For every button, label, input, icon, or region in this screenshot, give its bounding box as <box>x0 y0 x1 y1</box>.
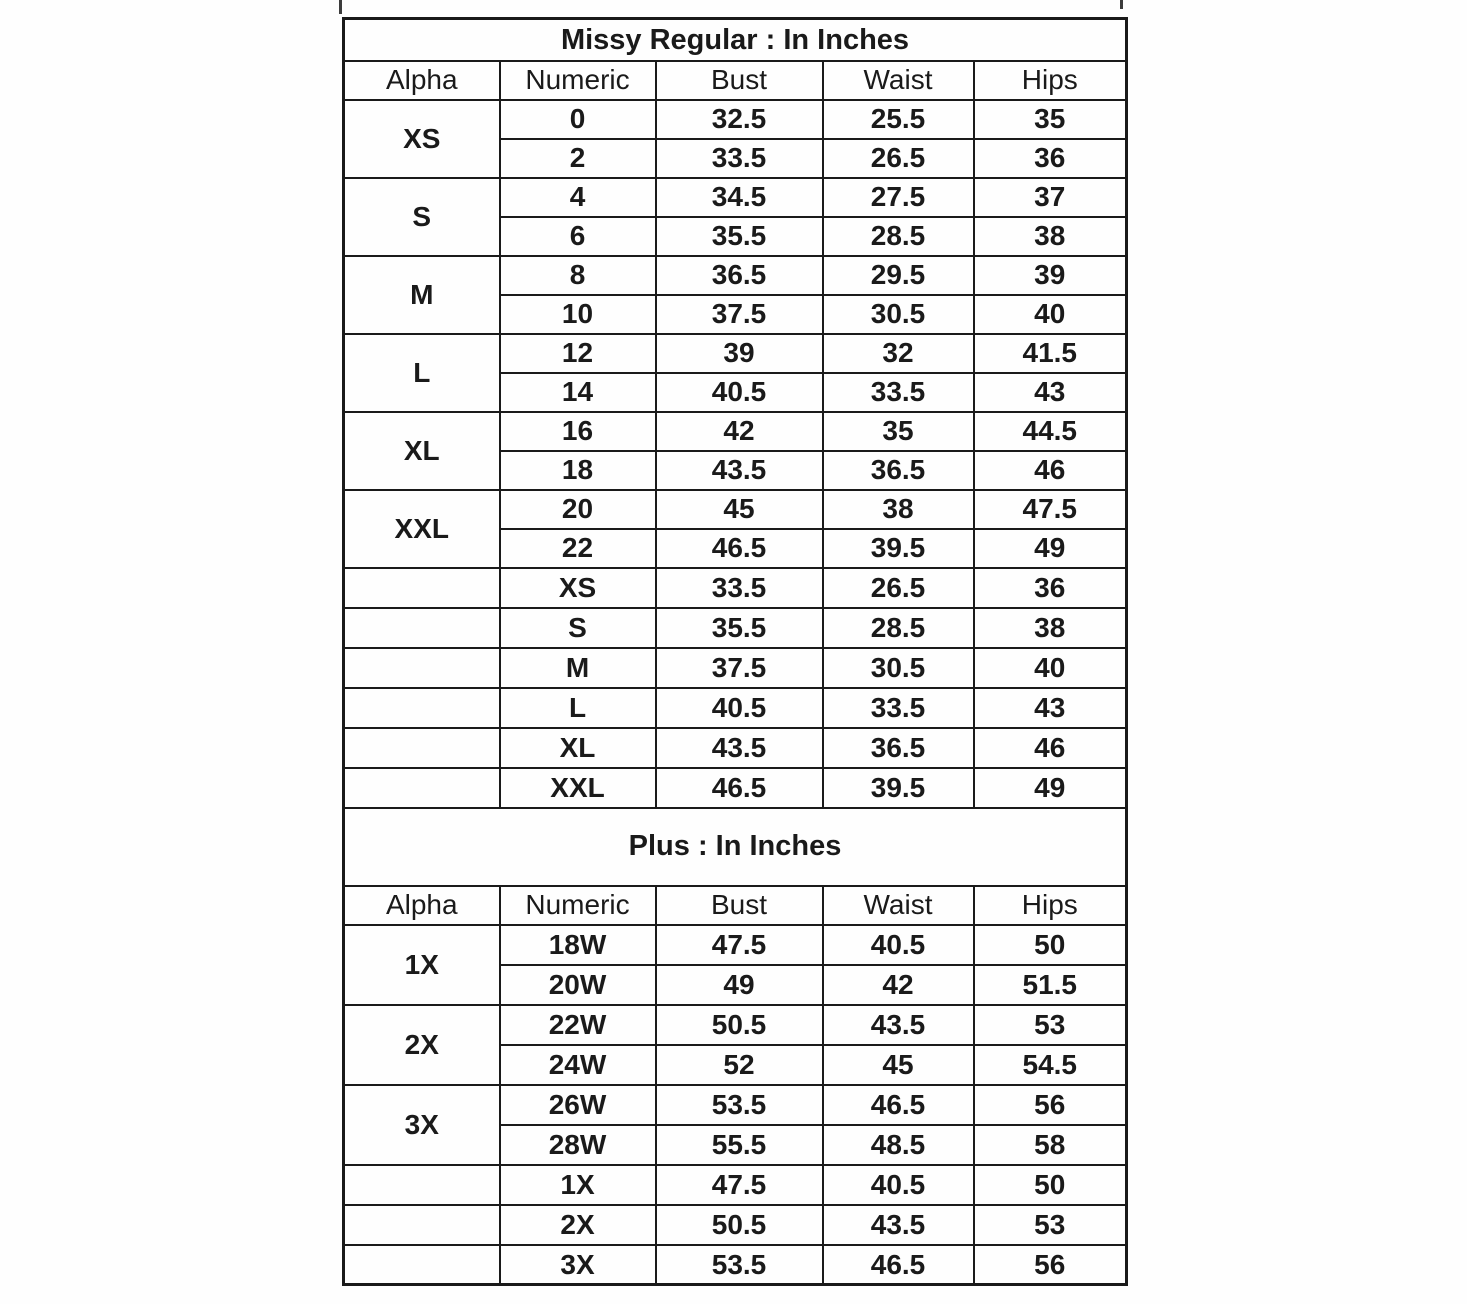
hips-cell: 44.5 <box>974 412 1127 451</box>
numeric-cell: 16 <box>500 412 656 451</box>
table-row <box>344 490 1127 529</box>
table-row <box>344 100 1127 139</box>
bust-cell: 40.5 <box>656 688 823 728</box>
column-header-alpha: Alpha <box>344 61 500 100</box>
table-row <box>344 1085 1127 1125</box>
waist-cell: 45 <box>823 1045 974 1085</box>
alpha-in-numeric-cell: XL <box>500 728 656 768</box>
size-chart-table <box>342 17 1128 1286</box>
table-row <box>344 178 1127 217</box>
alpha-size-cell: 1X <box>344 925 500 1005</box>
hips-cell: 51.5 <box>974 965 1127 1005</box>
waist-cell: 27.5 <box>823 178 974 217</box>
table-row <box>344 256 1127 295</box>
alpha-empty-cell <box>344 648 500 688</box>
table-row <box>344 1205 1127 1245</box>
hips-cell: 38 <box>974 608 1127 648</box>
alpha-size-cell: XS <box>344 100 500 178</box>
bust-cell: 49 <box>656 965 823 1005</box>
hips-cell: 54.5 <box>974 1045 1127 1085</box>
hips-cell: 56 <box>974 1085 1127 1125</box>
bust-cell: 43.5 <box>656 728 823 768</box>
numeric-cell: 18W <box>500 925 656 965</box>
hips-cell: 50 <box>974 925 1127 965</box>
alpha-in-numeric-cell: L <box>500 688 656 728</box>
hips-cell: 49 <box>974 768 1127 808</box>
table-row <box>344 925 1127 965</box>
waist-cell: 28.5 <box>823 217 974 256</box>
table-row <box>344 568 1127 608</box>
column-header-waist: Waist <box>823 886 974 925</box>
waist-cell: 38 <box>823 490 974 529</box>
bust-cell: 53.5 <box>656 1085 823 1125</box>
missy_table-title-row <box>344 19 1127 61</box>
crop-mark-right <box>1120 0 1123 9</box>
alpha-empty-cell <box>344 768 500 808</box>
bust-cell: 35.5 <box>656 217 823 256</box>
hips-cell: 46 <box>974 728 1127 768</box>
alpha-size-cell: M <box>344 256 500 334</box>
numeric-cell: 14 <box>500 373 656 412</box>
waist-cell: 39.5 <box>823 529 974 568</box>
bust-cell: 40.5 <box>656 373 823 412</box>
hips-cell: 58 <box>974 1125 1127 1165</box>
alpha-in-numeric-cell: M <box>500 648 656 688</box>
bust-cell: 47.5 <box>656 1165 823 1205</box>
table-row <box>344 608 1127 648</box>
waist-cell: 28.5 <box>823 608 974 648</box>
waist-cell: 36.5 <box>823 728 974 768</box>
waist-cell: 40.5 <box>823 925 974 965</box>
alpha-in-numeric-cell: XS <box>500 568 656 608</box>
alpha-in-numeric-cell: 2X <box>500 1205 656 1245</box>
hips-cell: 37 <box>974 178 1127 217</box>
waist-cell: 32 <box>823 334 974 373</box>
hips-cell: 47.5 <box>974 490 1127 529</box>
hips-cell: 38 <box>974 217 1127 256</box>
table-row <box>344 688 1127 728</box>
column-header-numeric: Numeric <box>500 886 656 925</box>
alpha-size-cell: S <box>344 178 500 256</box>
numeric-cell: 18 <box>500 451 656 490</box>
alpha-empty-cell <box>344 728 500 768</box>
bust-cell: 42 <box>656 412 823 451</box>
alpha-in-numeric-cell: 1X <box>500 1165 656 1205</box>
crop-mark-left <box>339 0 342 14</box>
waist-cell: 30.5 <box>823 295 974 334</box>
alpha-empty-cell <box>344 568 500 608</box>
alpha-size-cell: 2X <box>344 1005 500 1085</box>
waist-cell: 25.5 <box>823 100 974 139</box>
waist-cell: 26.5 <box>823 568 974 608</box>
numeric-cell: 28W <box>500 1125 656 1165</box>
alpha-size-cell: 3X <box>344 1085 500 1165</box>
alpha-in-numeric-cell: 3X <box>500 1245 656 1285</box>
table-row <box>344 728 1127 768</box>
size-chart-body <box>344 19 1127 1285</box>
numeric-cell: 8 <box>500 256 656 295</box>
alpha-empty-cell <box>344 1245 500 1285</box>
alpha-empty-cell <box>344 1205 500 1245</box>
bust-cell: 37.5 <box>656 648 823 688</box>
alpha-empty-cell <box>344 608 500 648</box>
hips-cell: 56 <box>974 1245 1127 1285</box>
bust-cell: 37.5 <box>656 295 823 334</box>
alpha-in-numeric-cell: XXL <box>500 768 656 808</box>
bust-cell: 45 <box>656 490 823 529</box>
missy_table-header-row <box>344 61 1127 100</box>
numeric-cell: 2 <box>500 139 656 178</box>
waist-cell: 43.5 <box>823 1005 974 1045</box>
hips-cell: 53 <box>974 1005 1127 1045</box>
table-row <box>344 412 1127 451</box>
alpha-in-numeric-cell: S <box>500 608 656 648</box>
waist-cell: 46.5 <box>823 1085 974 1125</box>
hips-cell: 49 <box>974 529 1127 568</box>
waist-cell: 48.5 <box>823 1125 974 1165</box>
bust-cell: 46.5 <box>656 768 823 808</box>
bust-cell: 47.5 <box>656 925 823 965</box>
column-header-alpha: Alpha <box>344 886 500 925</box>
numeric-cell: 0 <box>500 100 656 139</box>
bust-cell: 39 <box>656 334 823 373</box>
missy_table-title: Missy Regular : In Inches <box>344 19 1127 61</box>
numeric-cell: 20W <box>500 965 656 1005</box>
alpha-size-cell: XXL <box>344 490 500 568</box>
hips-cell: 39 <box>974 256 1127 295</box>
plus_table-title: Plus : In Inches <box>344 808 1127 886</box>
numeric-cell: 24W <box>500 1045 656 1085</box>
table-row <box>344 648 1127 688</box>
table-row <box>344 1165 1127 1205</box>
hips-cell: 43 <box>974 688 1127 728</box>
numeric-cell: 10 <box>500 295 656 334</box>
table-row <box>344 768 1127 808</box>
bust-cell: 32.5 <box>656 100 823 139</box>
waist-cell: 35 <box>823 412 974 451</box>
hips-cell: 41.5 <box>974 334 1127 373</box>
hips-cell: 40 <box>974 648 1127 688</box>
waist-cell: 40.5 <box>823 1165 974 1205</box>
waist-cell: 39.5 <box>823 768 974 808</box>
hips-cell: 40 <box>974 295 1127 334</box>
numeric-cell: 22W <box>500 1005 656 1045</box>
waist-cell: 43.5 <box>823 1205 974 1245</box>
waist-cell: 46.5 <box>823 1245 974 1285</box>
alpha-size-cell: XL <box>344 412 500 490</box>
numeric-cell: 12 <box>500 334 656 373</box>
hips-cell: 35 <box>974 100 1127 139</box>
bust-cell: 33.5 <box>656 139 823 178</box>
bust-cell: 53.5 <box>656 1245 823 1285</box>
plus_table-title-row <box>344 808 1127 886</box>
table-row <box>344 1245 1127 1285</box>
bust-cell: 50.5 <box>656 1005 823 1045</box>
bust-cell: 34.5 <box>656 178 823 217</box>
table-row <box>344 1005 1127 1045</box>
bust-cell: 52 <box>656 1045 823 1085</box>
hips-cell: 36 <box>974 568 1127 608</box>
numeric-cell: 20 <box>500 490 656 529</box>
waist-cell: 33.5 <box>823 688 974 728</box>
hips-cell: 50 <box>974 1165 1127 1205</box>
waist-cell: 29.5 <box>823 256 974 295</box>
column-header-bust: Bust <box>656 61 823 100</box>
column-header-waist: Waist <box>823 61 974 100</box>
numeric-cell: 22 <box>500 529 656 568</box>
numeric-cell: 26W <box>500 1085 656 1125</box>
hips-cell: 53 <box>974 1205 1127 1245</box>
bust-cell: 35.5 <box>656 608 823 648</box>
plus_table-header-row <box>344 886 1127 925</box>
alpha-empty-cell <box>344 688 500 728</box>
waist-cell: 42 <box>823 965 974 1005</box>
hips-cell: 46 <box>974 451 1127 490</box>
alpha-size-cell: L <box>344 334 500 412</box>
waist-cell: 36.5 <box>823 451 974 490</box>
column-header-hips: Hips <box>974 886 1127 925</box>
bust-cell: 46.5 <box>656 529 823 568</box>
column-header-bust: Bust <box>656 886 823 925</box>
hips-cell: 43 <box>974 373 1127 412</box>
bust-cell: 33.5 <box>656 568 823 608</box>
hips-cell: 36 <box>974 139 1127 178</box>
alpha-empty-cell <box>344 1165 500 1205</box>
waist-cell: 26.5 <box>823 139 974 178</box>
numeric-cell: 6 <box>500 217 656 256</box>
column-header-numeric: Numeric <box>500 61 656 100</box>
column-header-hips: Hips <box>974 61 1127 100</box>
waist-cell: 33.5 <box>823 373 974 412</box>
bust-cell: 43.5 <box>656 451 823 490</box>
waist-cell: 30.5 <box>823 648 974 688</box>
table-row <box>344 334 1127 373</box>
bust-cell: 36.5 <box>656 256 823 295</box>
bust-cell: 55.5 <box>656 1125 823 1165</box>
bust-cell: 50.5 <box>656 1205 823 1245</box>
numeric-cell: 4 <box>500 178 656 217</box>
